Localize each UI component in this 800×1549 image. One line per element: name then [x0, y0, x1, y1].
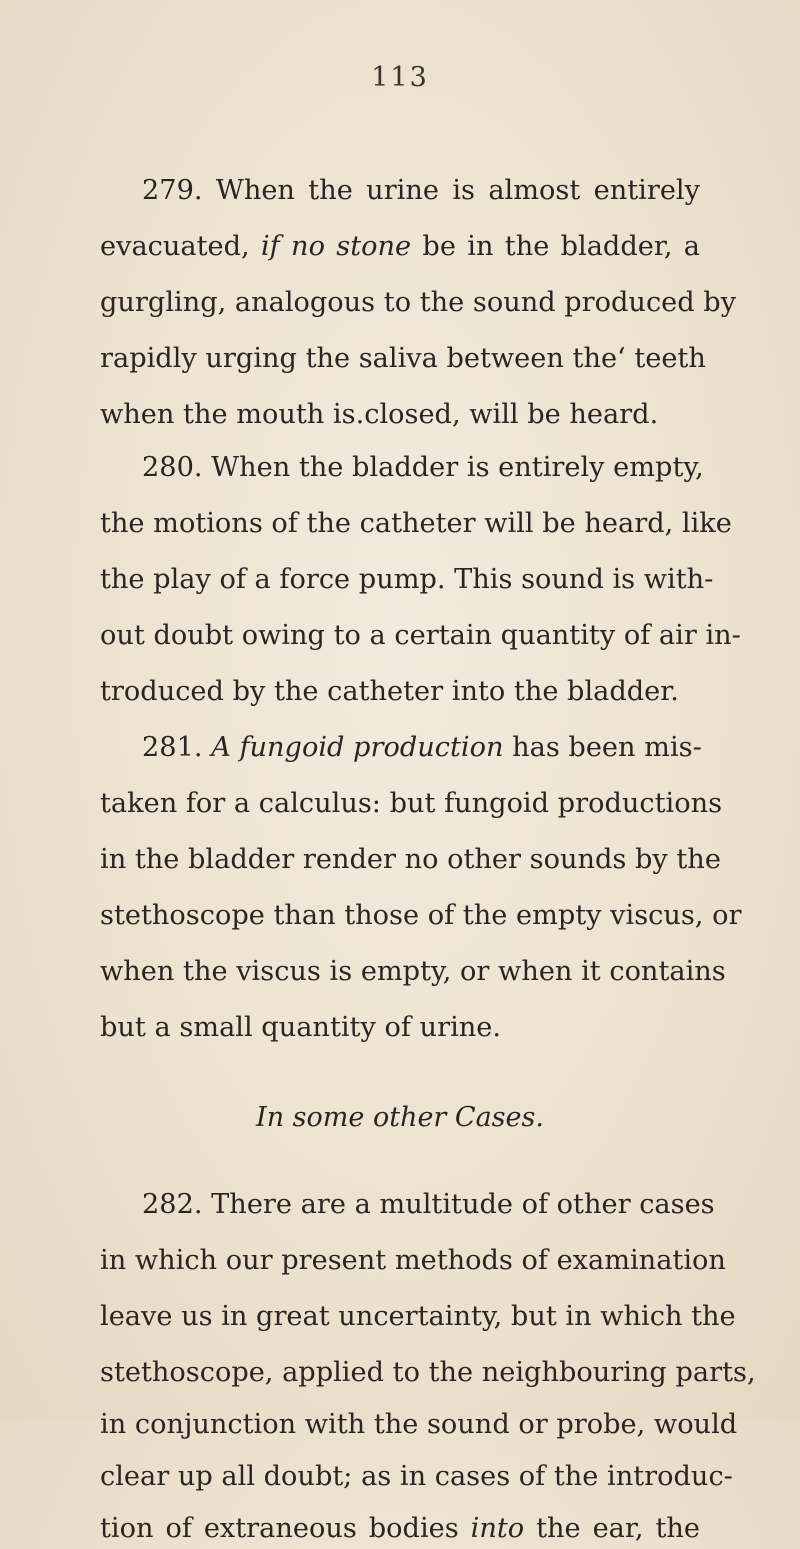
text-line: when the viscus is empty, or when it contains — [100, 956, 726, 987]
page-number: 113 — [371, 62, 429, 93]
section-heading: In some other Cases. — [256, 1102, 544, 1133]
text-line: evacuated, if no stone be in the bladder, a — [100, 231, 700, 262]
text-line: 281. A fungoid production has been mis- — [142, 732, 702, 763]
text-line: leave us in great uncertainty, but in which the — [100, 1301, 736, 1332]
text-line: in which our present methods of examination — [100, 1245, 726, 1276]
text-line: out doubt owing to a certain quantity of air in- — [100, 620, 741, 651]
text-line: gurgling, analogous to the sound produced by — [100, 287, 737, 318]
text-line: 282. There are a multitude of other cases — [142, 1189, 715, 1220]
text-line: stethoscope than those of the empty viscus, or — [100, 900, 742, 931]
text-line: troduced by the catheter into the bladder. — [100, 676, 679, 707]
text-line: taken for a calculus: but fungoid productions — [100, 788, 723, 819]
text-line: clear up all doubt; as in cases of the introduc- — [100, 1461, 733, 1492]
text-line: rapidly urging the saliva between theʻ teeth — [100, 343, 706, 374]
text-line: the motions of the catheter will be heard, like — [100, 508, 732, 539]
italic-phrase: if no stone — [260, 231, 412, 262]
text-line: in the bladder render no other sounds by the — [100, 844, 721, 875]
text-line: when the mouth is.closed, will be heard. — [100, 399, 659, 430]
text-line: stethoscope, applied to the neighbouring parts, — [100, 1357, 756, 1388]
text-line: 279. When the urine is almost entirely — [142, 175, 700, 206]
text-line: tion of extraneous bodies into the ear, the — [100, 1513, 700, 1544]
italic-phrase: into — [470, 1513, 525, 1544]
text-line: the play of a force pump. This sound is with- — [100, 564, 714, 595]
text-line: but a small quantity of urine. — [100, 1012, 502, 1043]
signature-mark — [0, 1404, 800, 1420]
text-line: 280. When the bladder is entirely empty, — [142, 452, 704, 483]
italic-phrase: A fungoid production — [211, 732, 504, 763]
text-line: in conjunction with the sound or probe, would — [100, 1409, 738, 1440]
